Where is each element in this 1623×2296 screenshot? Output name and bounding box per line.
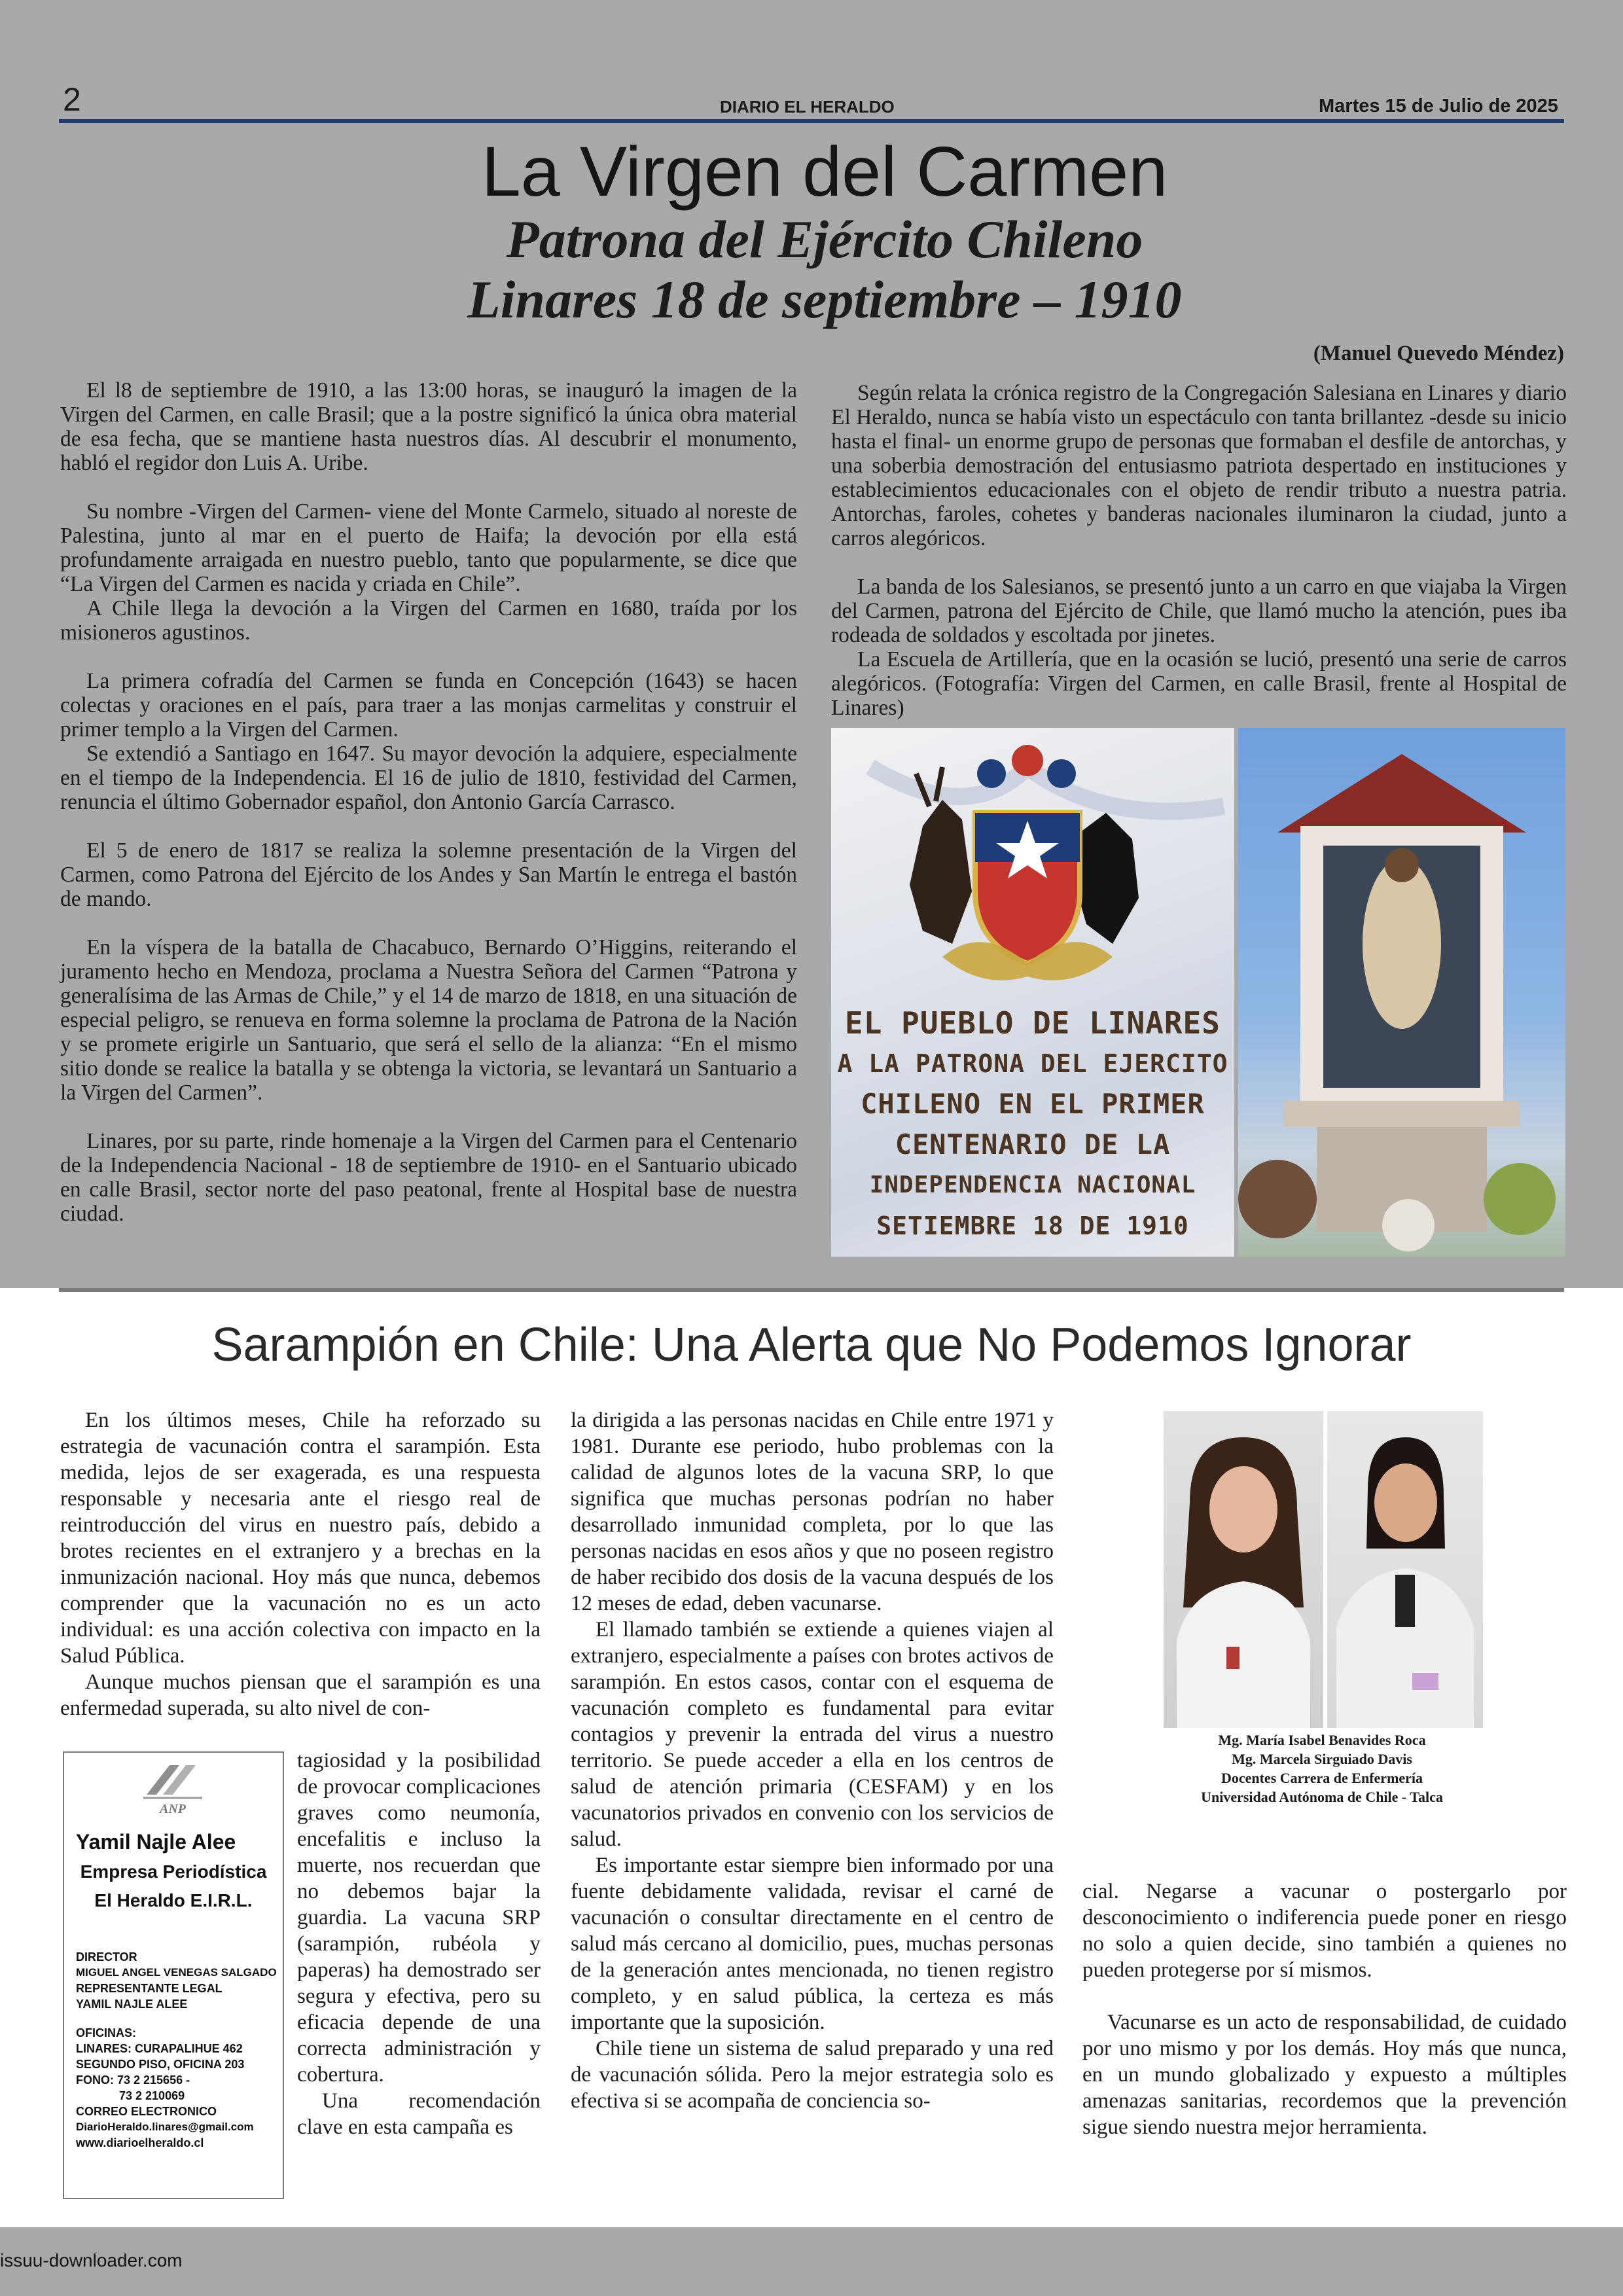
article-subtitle-date: Linares 18 de septiembre – 1910 <box>467 270 1182 329</box>
email-address[interactable]: DiarioHeraldo.linares@gmail.com <box>76 2121 254 2133</box>
publisher-details <box>76 1949 279 2151</box>
owner-name: Yamil Najle Alee <box>76 1830 236 1854</box>
caption-line: Docentes Carrera de Enfermería <box>1221 1770 1423 1786</box>
paragraph: la dirigida a las personas nacidas en Chile entre 1971 y 1981. Durante ese periodo, hubo problemas con la calidad de algunos lotes de la vacuna SRP, lo que significa que muchas personas podrían no haber desarrollado inmunidad completa, por lo que las personas nacidas en esos años y que no poseen registro de haber recibido dos dosis de la vacuna después de los 12 meses de edad, deben vacunarse. <box>571 1408 1054 1615</box>
phone-line: 73 2 210069 <box>119 2089 185 2102</box>
anp-logo-icon <box>140 1762 205 1814</box>
article2-column-2 <box>571 1407 1054 2114</box>
article-title: La Virgen del Carmen <box>481 132 1168 211</box>
plaque-line: CHILENO EN EL PRIMER <box>861 1088 1205 1120</box>
article-author: (Manuel Quevedo Méndez) <box>1313 342 1564 365</box>
phone-line: FONO: 73 2 215656 - <box>76 2073 190 2087</box>
director-label: DIRECTOR <box>76 1950 137 1964</box>
portrait-icon <box>1327 1411 1483 1728</box>
paragraph: El l8 de septiembre de 1910, a las 13:00 horas, se inauguró la imagen de la Virgen del Carmen, en calle Brasil; que a la postre significó la única obra material de esa fecha, que se mantiene hasta nuestros días. Al descubrir el monumento, habló el regidor don Luis A. Uribe. <box>60 378 797 475</box>
paragraph: Aunque muchos piensan que el sarampión es una enfermedad superada, su alto nivel de con- <box>60 1670 541 1720</box>
paragraph: En los últimos meses, Chile ha reforzado su estrategia de vacunación contra el sarampión. Esta medida, lejos de ser exagerada, es una respuesta responsable y necesaria ante el riesgo real de reintroducción del virus en nuestro país, debido a brotes recientes en el extranjero y a brechas en la inmunización nacional. Hoy más que nunca, debemos comprender que la vacunación no es un acto individual: es una acción colectiva con impacto en la Salud Pública. <box>60 1408 541 1668</box>
website-link[interactable]: www.diarioelheraldo.cl <box>76 2136 204 2149</box>
paragraph: En la víspera de la batalla de Chacabuco, Bernardo O’Higgins, reiterando el juramento hecho en Mendoza, proclama a Nuestra Señora del Carmen “Patrona y generalísima de las Armas de Chile,” y el 14 de marzo de 1818, en una situación de especial peligro, se renueva en forma solemne la proclama de Patrona de la Nación y se promete erigirle un Santuario, que será el sello de la alianza: “En el mismo sitio donde se realice la batalla y se obtenga la victoria, se levantará un Santuario a la Virgen del Carmen”. <box>60 935 797 1105</box>
portrait-icon <box>1164 1411 1323 1728</box>
page-number: 2 <box>63 81 81 118</box>
paragraph: El 5 de enero de 1817 se realiza la solemne presentación de la Virgen del Carmen, como Patrona del Ejército de los Andes y San Martín le entrega el bastón de mando. <box>60 838 797 911</box>
paragraph: Según relata la crónica registro de la Congregación Salesiana en Linares y diario El Heraldo, nunca se había visto un espectáculo con tanta brillantez -desde su inicio hasta el final- un enorme grupo de personas que formaban el desfile de antorchas, y una soberbia demostración del entusiasmo patriota despertado en instituciones y establecimientos educacionales con el objeto de rendir tributo a nuestra patria. Antorchas, faroles, cohetes y banderas nacionales iluminaron la ciudad, junto a carros alegóricos. <box>831 381 1567 550</box>
shrine-photo <box>1238 728 1565 1257</box>
paragraph: Es importante estar siempre bien informado por una fuente debidamente validada, revisar el carné de vacunación o consultar directamente en el centro de salud más cercano al domicilio, pues, muchas personas de la generación antes mencionada, no tienen registro completo, y en salud pública, la certeza es más importante que la suposición. <box>571 1854 1054 2034</box>
footer-band <box>0 2227 1623 2296</box>
article-subtitle: Patrona del Ejército Chileno <box>506 209 1143 269</box>
publisher-box <box>63 1751 284 2199</box>
caption-line: Mg. María Isabel Benavides Roca <box>1218 1732 1426 1748</box>
company-name-1: Empresa Periodística <box>80 1861 267 1882</box>
chilean-coat-of-arms-icon <box>831 728 1234 1003</box>
paragraph: La Escuela de Artillería, que en la ocasión se lució, presentó una serie de carros alegóricos. (Fotografía: Virgen del Carmen, en calle Brasil, frente al Hospital de Linares) <box>831 647 1567 720</box>
author-photo-benavides <box>1164 1411 1323 1728</box>
paragraph: La primera cofradía del Carmen se funda en Concepción (1643) se hacen colectas y oraciones en el país, para traer a las monjas carmelitas y construir el primer templo a la Virgen del Carmen. <box>60 669 797 742</box>
article2-column-1-narrow <box>297 1748 541 2140</box>
plaque-photo <box>831 728 1234 1257</box>
paragraph: Se extendió a Santiago en 1647. Su mayor devoción la adquiere, especialmente en el tiempo de la Independencia. El 16 de julio de 1810, festividad del Carmen, renuncia el último Gobernador español, don Antonio García Carrasco. <box>60 742 797 814</box>
email-label: CORREO ELECTRONICO <box>76 2105 217 2118</box>
paragraph: Chile tiene un sistema de salud preparado y una red de vacunación sólida. Pero la mejor estrategia solo es efectiva si se acompaña de conciencia so- <box>571 2037 1054 2113</box>
plaque-line: SETIEMBRE 18 DE 1910 <box>876 1211 1189 1240</box>
plaque-line: CENTENARIO DE LA <box>895 1128 1171 1160</box>
article1-left-column <box>60 378 797 1226</box>
article2-column-1 <box>60 1407 541 1721</box>
paragraph: Vacunarse es un acto de responsabilidad, de cuidado por uno mismo y por los demás. Hoy más que nunca, en un mundo globalizado y expuesto a múltiples amenazas sanitarias, recordemos que la prevención sigue siendo nuestra mejor herramienta. <box>1082 2011 1567 2139</box>
author-caption <box>1139 1731 1505 1806</box>
paragraph: A Chile llega la devoción a la Virgen del Carmen en 1680, traída por los misioneros agustinos. <box>60 596 797 645</box>
article2-title: Sarampión en Chile: Una Alerta que No Podemos Ignorar <box>211 1319 1412 1371</box>
paragraph: Su nombre -Virgen del Carmen- viene del Monte Carmelo, situado al noreste de Palestina, junto al mar en el puerto de Haifa; la devoción por ella está profundamente arraigada en nuestro pueblo, tanto que popularmente, se dice que “La Virgen del Carmen es nacida y criada en Chile”. <box>60 499 797 596</box>
rep-label: REPRESENTANTE LEGAL <box>76 1982 223 1995</box>
article1-right-column <box>831 381 1567 720</box>
plaque-line: A LA PATRONA DEL EJERCITO <box>837 1049 1228 1078</box>
paragraph: Linares, por su parte, rinde homenaje a la Virgen del Carmen para el Centenario de la Independencia Nacional - 18 de septiembre de 1910- en el Santuario ubicado en calle Brasil, sector norte del paso peatonal, frente al Hospital base de nuestra ciudad. <box>60 1129 797 1226</box>
office-line: LINARES: CURAPALIHUE 462 <box>76 2042 243 2055</box>
company-name-2: El Heraldo E.I.R.L. <box>94 1890 253 1910</box>
caption-line: Universidad Autónoma de Chile - Talca <box>1201 1789 1443 1805</box>
plaque-inscription <box>831 1003 1234 1246</box>
director-name: MIGUEL ANGEL VENEGAS SALGADO <box>76 1966 277 1979</box>
paragraph: cial. Negarse a vacunar o postergarlo por desconocimiento o indiferencia puede poner en riesgo no solo a quien decide, sino también a quienes no pueden protegerse por sí mismos. <box>1082 1880 1567 1982</box>
paragraph: La banda de los Salesianos, se presentó junto a un carro en que viajaba la Virgen del Carmen, patrona del Ejército de Chile, que llamó mucho la atención, pues iba rodeada de soldados y escoltada por jinetes. <box>831 575 1567 647</box>
plaque-line: EL PUEBLO DE LINARES <box>845 1005 1221 1041</box>
section-divider <box>59 1288 1564 1292</box>
paragraph: tagiosidad y la posibilidad de provocar complicaciones graves como neumonía, encefalitis e incluso la muerte, nos recuerdan que no debemos bajar la guardia. La vacuna SRP (sarampión, rubéola y paperas) ha demostrado ser segura y efectiva, pero su eficacia depende de una correcta administración y cobertura. <box>297 1749 541 2087</box>
paragraph: Una recomendación clave en esta campaña es <box>297 2089 541 2139</box>
author-photo-sirguiado <box>1327 1411 1483 1728</box>
offices-label: OFICINAS: <box>76 2026 136 2039</box>
plaque-line: INDEPENDENCIA NACIONAL <box>869 1172 1196 1198</box>
article2-column-3 <box>1082 1878 1567 2140</box>
paragraph: El llamado también se extiende a quienes viajen al extranjero, especialmente a países con brotes activos de sarampión. En estos casos, contar con el esquema de vacunación completo es fundamental para evitar contagios y prevenir la entrada del virus a nuestro territorio. Se puede acceder a ella en los centros de salud de atención primaria (CESFAM) y en los vacunatorios privados en convenio con los servicios de salud. <box>571 1618 1054 1851</box>
anp-logo-text: ANP <box>160 1802 186 1816</box>
shrine-icon <box>1238 728 1565 1257</box>
newspaper-name: DIARIO EL HERALDO <box>720 97 895 117</box>
office-line: SEGUNDO PISO, OFICINA 203 <box>76 2058 245 2071</box>
header-rule <box>59 119 1564 123</box>
caption-line: Mg. Marcela Sirguiado Davis <box>1232 1751 1412 1767</box>
rep-name: YAMIL NAJLE ALEE <box>76 1998 188 2011</box>
watermark-text: issuu-downloader.com <box>0 2250 183 2270</box>
issue-date: Martes 15 de Julio de 2025 <box>1319 96 1558 117</box>
